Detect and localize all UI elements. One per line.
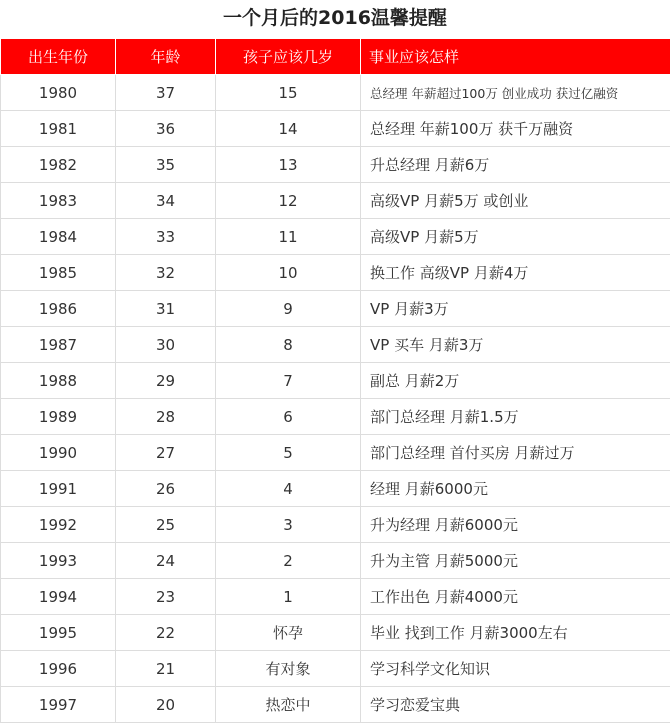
table-row	[1, 507, 670, 543]
age-cell: 33	[116, 219, 216, 255]
child-age-cell: 8	[216, 327, 361, 363]
age-cell: 24	[116, 543, 216, 579]
career-cell: 毕业 找到工作 月薪3000左右	[361, 615, 670, 651]
birth-year-cell: 1992	[1, 507, 116, 543]
table-row	[1, 291, 670, 327]
career-cell: 高级VP 月薪5万	[361, 219, 670, 255]
table-row	[1, 579, 670, 615]
birth-year-cell: 1982	[1, 147, 116, 183]
child-age-cell: 怀孕	[216, 615, 361, 651]
career-cell: VP 月薪3万	[361, 291, 670, 327]
child-age-cell: 11	[216, 219, 361, 255]
table-row	[1, 399, 670, 435]
child-age-cell: 2	[216, 543, 361, 579]
age-cell: 23	[116, 579, 216, 615]
birth-year-cell: 1991	[1, 471, 116, 507]
age-cell: 34	[116, 183, 216, 219]
age-cell: 20	[116, 687, 216, 723]
table-row	[1, 543, 670, 579]
career-age-table	[0, 38, 670, 723]
table-row	[1, 147, 670, 183]
header-birth-year: 出生年份	[1, 39, 116, 75]
birth-year-cell: 1997	[1, 687, 116, 723]
child-age-cell: 3	[216, 507, 361, 543]
age-cell: 27	[116, 435, 216, 471]
table-row	[1, 471, 670, 507]
career-cell: 副总 月薪2万	[361, 363, 670, 399]
birth-year-cell: 1983	[1, 183, 116, 219]
page-title: 一个月后的2016温馨提醒	[223, 7, 447, 29]
table-row	[1, 327, 670, 363]
table-header-row	[1, 39, 670, 75]
career-cell: 高级VP 月薪5万 或创业	[361, 183, 670, 219]
table-row	[1, 363, 670, 399]
career-cell: VP 买车 月薪3万	[361, 327, 670, 363]
age-cell: 28	[116, 399, 216, 435]
child-age-cell: 12	[216, 183, 361, 219]
career-cell: 升总经理 月薪6万	[361, 147, 670, 183]
child-age-cell: 有对象	[216, 651, 361, 687]
child-age-cell: 15	[216, 75, 361, 111]
age-cell: 26	[116, 471, 216, 507]
career-cell: 总经理 年薪100万 获千万融资	[361, 111, 670, 147]
birth-year-cell: 1994	[1, 579, 116, 615]
age-cell: 35	[116, 147, 216, 183]
child-age-cell: 10	[216, 255, 361, 291]
table-row	[1, 75, 670, 111]
birth-year-cell: 1993	[1, 543, 116, 579]
career-cell: 部门总经理 月薪1.5万	[361, 399, 670, 435]
birth-year-cell: 1980	[1, 75, 116, 111]
career-cell: 经理 月薪6000元	[361, 471, 670, 507]
child-age-cell: 热恋中	[216, 687, 361, 723]
header-age: 年龄	[116, 39, 216, 75]
birth-year-cell: 1981	[1, 111, 116, 147]
birth-year-cell: 1985	[1, 255, 116, 291]
birth-year-cell: 1990	[1, 435, 116, 471]
child-age-cell: 9	[216, 291, 361, 327]
child-age-cell: 13	[216, 147, 361, 183]
child-age-cell: 5	[216, 435, 361, 471]
table-row	[1, 255, 670, 291]
header-child-age: 孩子应该几岁	[216, 39, 361, 75]
table-row	[1, 615, 670, 651]
career-cell: 学习恋爱宝典	[361, 687, 670, 723]
career-cell: 部门总经理 首付买房 月薪过万	[361, 435, 670, 471]
birth-year-cell: 1986	[1, 291, 116, 327]
age-cell: 31	[116, 291, 216, 327]
birth-year-cell: 1988	[1, 363, 116, 399]
age-cell: 21	[116, 651, 216, 687]
career-cell: 总经理 年薪超过100万 创业成功 获过亿融资	[361, 75, 670, 111]
age-cell: 36	[116, 111, 216, 147]
child-age-cell: 4	[216, 471, 361, 507]
age-cell: 25	[116, 507, 216, 543]
career-cell: 升为经理 月薪6000元	[361, 507, 670, 543]
career-cell: 换工作 高级VP 月薪4万	[361, 255, 670, 291]
age-cell: 22	[116, 615, 216, 651]
header-career: 事业应该怎样	[361, 39, 670, 75]
career-cell: 升为主管 月薪5000元	[361, 543, 670, 579]
table-row	[1, 687, 670, 723]
birth-year-cell: 1996	[1, 651, 116, 687]
birth-year-cell: 1984	[1, 219, 116, 255]
child-age-cell: 7	[216, 363, 361, 399]
child-age-cell: 14	[216, 111, 361, 147]
table-row	[1, 111, 670, 147]
birth-year-cell: 1989	[1, 399, 116, 435]
birth-year-cell: 1995	[1, 615, 116, 651]
child-age-cell: 1	[216, 579, 361, 615]
table-row	[1, 435, 670, 471]
table-row	[1, 219, 670, 255]
age-cell: 37	[116, 75, 216, 111]
child-age-cell: 6	[216, 399, 361, 435]
age-cell: 30	[116, 327, 216, 363]
table-body	[1, 75, 670, 723]
age-cell: 29	[116, 363, 216, 399]
birth-year-cell: 1987	[1, 327, 116, 363]
table-row	[1, 651, 670, 687]
age-cell: 32	[116, 255, 216, 291]
career-cell: 工作出色 月薪4000元	[361, 579, 670, 615]
career-cell: 学习科学文化知识	[361, 651, 670, 687]
table-row	[1, 183, 670, 219]
